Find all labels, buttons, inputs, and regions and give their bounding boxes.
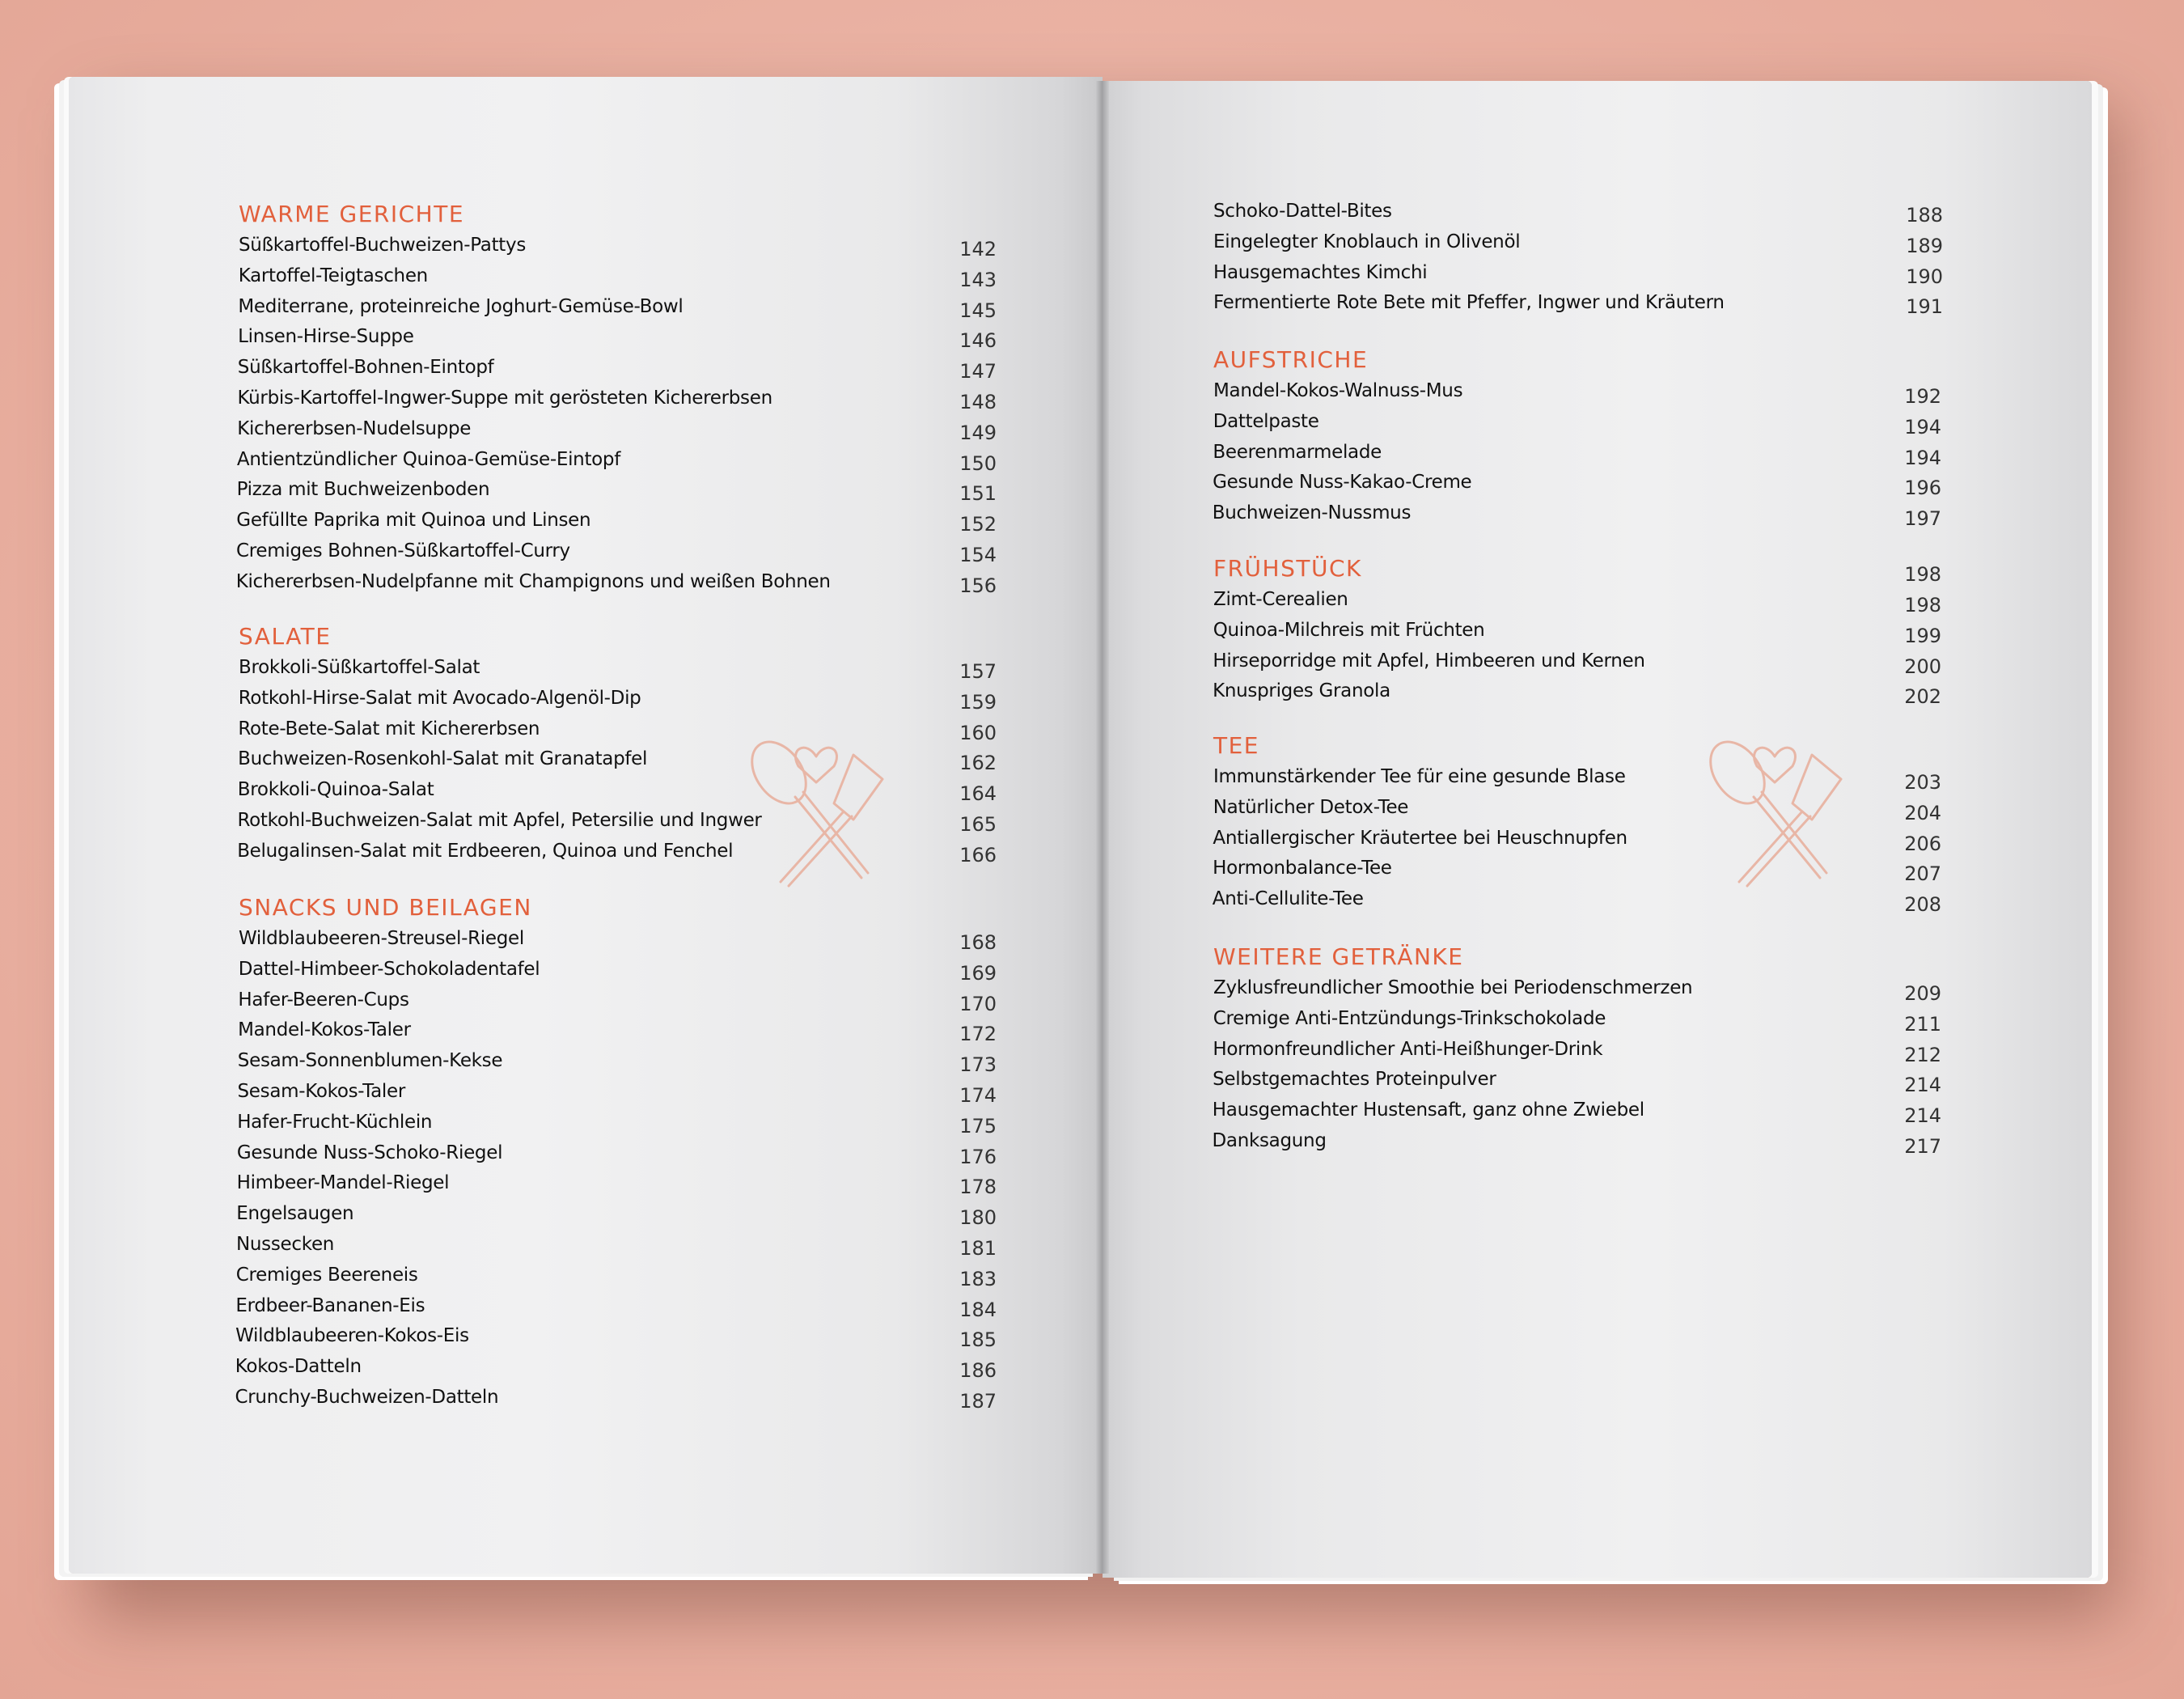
toc-entry-title: Mediterrane, proteinreiche Joghurt-Gemüse-Bowl — [238, 295, 684, 317]
toc-entry-title: Engelsaugen — [236, 1203, 354, 1225]
toc-entry-page: 181 — [959, 1237, 997, 1260]
toc-entry-page: 184 — [959, 1298, 997, 1321]
toc-entry-page: 160 — [959, 721, 997, 744]
toc-entry-page: 198 — [1904, 594, 1941, 616]
section-title-page: 198 — [1904, 563, 1941, 586]
toc-entry-title: Danksagung — [1212, 1130, 1327, 1151]
toc-entry-page: 169 — [959, 961, 997, 985]
toc-entry-page: 186 — [959, 1359, 997, 1383]
toc-entry-page: 176 — [959, 1145, 997, 1168]
toc-entry-title: Süßkartoffel-Bohnen-Eintopf — [237, 357, 494, 379]
toc-entry-page: 170 — [959, 992, 997, 1015]
toc-entry-page: 150 — [959, 451, 997, 475]
section-title: SALATE — [239, 623, 332, 650]
toc-entry-title: Linsen-Hirse-Suppe — [238, 326, 414, 348]
toc-entry-title: Kürbis-Kartoffel-Ingwer-Suppe mit gerösteten Kichererbsen — [237, 388, 772, 409]
toc-entry-title: Eingelegter Knoblauch in Olivenöl — [1213, 231, 1521, 252]
toc-entry-title: Hormonfreundlicher Anti-Heißhunger-Drink — [1213, 1038, 1603, 1060]
toc-entry-title: Kokos-Datteln — [235, 1356, 362, 1378]
toc-entry-title: Cremige Anti-Entzündungs-Trinkschokolade — [1213, 1007, 1606, 1029]
toc-entry-page: 151 — [959, 482, 997, 506]
toc-entry-title: Selbstgemachtes Proteinpulver — [1213, 1069, 1496, 1091]
section-title: AUFSTRICHE — [1213, 346, 1369, 373]
toc-entry-page: 148 — [959, 391, 997, 413]
toc-entry-title: Hausgemachtes Kimchi — [1213, 261, 1428, 283]
toc-entry-page: 154 — [959, 544, 997, 566]
toc-entry-title: Anti-Cellulite-Tee — [1212, 888, 1364, 910]
toc-entry-page: 180 — [959, 1206, 997, 1230]
toc-entry-page: 190 — [1906, 265, 1943, 288]
toc-entry-page: 162 — [959, 752, 997, 775]
toc-entry-page: 196 — [1904, 477, 1941, 500]
toc-entry-page: 173 — [959, 1053, 997, 1077]
toc-entry-title: Hormonbalance-Tee — [1213, 858, 1392, 879]
toc-entry-page: 192 — [1904, 385, 1941, 408]
section-title: SNACKS UND BEILAGEN — [239, 894, 532, 921]
section-title: TEE — [1213, 732, 1259, 759]
toc-entry-title: Hafer-Beeren-Cups — [238, 989, 409, 1011]
toc-entry-title: Kichererbsen-Nudelsuppe — [237, 417, 472, 439]
toc-entry-page: 194 — [1904, 415, 1941, 439]
toc-entry-title: Kichererbsen-Nudelpfanne mit Champignons und weißen Bohnen — [235, 570, 831, 592]
toc-entry-title: Rotkohl-Hirse-Salat mit Avocado-Algenöl-Dip — [238, 687, 641, 709]
toc-entry-title: Dattel-Himbeer-Schokoladentafel — [238, 958, 540, 980]
toc-entry-page: 211 — [1904, 1012, 1941, 1036]
toc-entry-page: 145 — [959, 299, 997, 322]
toc-entry-page: 206 — [1904, 832, 1941, 855]
toc-entry-page: 202 — [1904, 685, 1941, 709]
toc-entry-title: Knuspriges Granola — [1213, 680, 1390, 702]
toc-entry-title: Immunstärkender Tee für eine gesunde Blase — [1213, 766, 1626, 787]
spoon-spatula-heart-icon — [1691, 716, 1869, 894]
spoon-spatula-heart-icon — [732, 716, 910, 894]
toc-entry-title: Cremiges Beereneis — [235, 1264, 418, 1286]
toc-entry-page: 157 — [959, 660, 997, 683]
toc-entry-page: 194 — [1904, 446, 1941, 469]
toc-entry-page: 217 — [1904, 1135, 1941, 1158]
toc-entry-title: Gefüllte Paprika mit Quinoa und Linsen — [236, 510, 591, 532]
toc-entry-title: Buchweizen-Rosenkohl-Salat mit Granatapfel — [238, 748, 648, 770]
toc-entry-page: 178 — [959, 1176, 997, 1199]
toc-entry-page: 212 — [1904, 1043, 1941, 1066]
toc-entry-title: Gesunde Nuss-Kakao-Creme — [1213, 472, 1472, 494]
toc-entry-page: 199 — [1904, 624, 1941, 647]
section-title: WARME GERICHTE — [239, 201, 465, 227]
toc-entry-title: Belugalinsen-Salat mit Erdbeeren, Quinoa und Fenchel — [237, 840, 734, 862]
toc-entry-title: Rotkohl-Buchweizen-Salat mit Apfel, Petersilie und Ingwer — [237, 810, 762, 831]
toc-entry-page: 203 — [1904, 771, 1941, 794]
toc-entry-page: 142 — [959, 238, 997, 261]
toc-entry-page: 191 — [1906, 295, 1943, 319]
toc-entry-page: 152 — [959, 513, 997, 536]
toc-entry-title: Hausgemachter Hustensaft, ganz ohne Zwiebel — [1212, 1099, 1644, 1121]
toc-entry-title: Crunchy-Buchweizen-Datteln — [235, 1387, 499, 1408]
toc-entry-title: Himbeer-Mandel-Riegel — [236, 1172, 450, 1194]
toc-entry-page: 143 — [959, 268, 997, 291]
toc-entry-title: Wildblaubeeren-Kokos-Eis — [235, 1325, 469, 1347]
toc-entry-title: Antiallergischer Kräutertee bei Heuschnupfen — [1213, 827, 1627, 849]
toc-entry-page: 159 — [959, 690, 997, 714]
toc-entry-title: Erdbeer-Bananen-Eis — [235, 1294, 425, 1316]
toc-entry-title: Sesam-Sonnenblumen-Kekse — [237, 1050, 503, 1072]
toc-entry-title: Schoko-Dattel-Bites — [1213, 201, 1392, 222]
toc-entry-title: Fermentierte Rote Bete mit Pfeffer, Ingwer und Kräutern — [1213, 292, 1725, 314]
toc-entry-page: 172 — [959, 1023, 997, 1046]
toc-entry-title: Mandel-Kokos-Walnuss-Mus — [1213, 380, 1463, 401]
toc-entry-page: 214 — [1904, 1104, 1941, 1128]
toc-entry-title: Antientzündlicher Quinoa-Gemüse-Eintopf — [236, 448, 621, 470]
toc-entry-title: Beerenmarmelade — [1213, 441, 1382, 463]
toc-entry-title: Kartoffel-Teigtaschen — [238, 265, 428, 286]
toc-entry-title: Wildblaubeeren-Streusel-Riegel — [239, 928, 524, 949]
toc-entry-page: 187 — [959, 1390, 997, 1413]
book-gutter — [1096, 81, 1109, 1574]
toc-entry-title: Gesunde Nuss-Schoko-Riegel — [236, 1142, 503, 1163]
toc-entry-title: Cremiges Bohnen-Süßkartoffel-Curry — [236, 540, 570, 561]
toc-entry-page: 185 — [959, 1328, 997, 1352]
toc-entry-page: 188 — [1906, 204, 1943, 227]
toc-entry-title: Natürlicher Detox-Tee — [1213, 796, 1409, 818]
toc-entry-title: Mandel-Kokos-Taler — [238, 1019, 411, 1041]
toc-entry-page: 156 — [959, 574, 997, 597]
toc-entry-page: 208 — [1904, 893, 1941, 917]
toc-entry-page: 175 — [959, 1114, 997, 1138]
toc-entry-title: Dattelpaste — [1213, 410, 1319, 432]
toc-entry-page: 147 — [959, 360, 997, 383]
section-title: FRÜHSTÜCK — [1213, 555, 1362, 582]
toc-entry-title: Nussecken — [236, 1234, 335, 1255]
toc-entry-page: 149 — [959, 421, 997, 444]
toc-entry-page: 204 — [1904, 801, 1941, 824]
toc-entry-title: Pizza mit Buchweizenboden — [236, 479, 490, 501]
toc-entry-page: 164 — [959, 782, 997, 806]
toc-entry-page: 165 — [959, 813, 997, 836]
toc-entry-page: 200 — [1904, 655, 1941, 678]
toc-entry-page: 174 — [959, 1084, 997, 1107]
toc-entry-title: Brokkoli-Quinoa-Salat — [237, 779, 434, 801]
toc-entry-page: 214 — [1904, 1074, 1941, 1097]
toc-entry-title: Zimt-Cerealien — [1213, 589, 1348, 610]
toc-entry-page: 189 — [1906, 234, 1943, 257]
toc-entry-title: Buchweizen-Nussmus — [1212, 502, 1412, 524]
toc-entry-title: Sesam-Kokos-Taler — [237, 1081, 406, 1102]
toc-entry-title: Rote-Bete-Salat mit Kichererbsen — [238, 718, 540, 739]
toc-entry-title: Süßkartoffel-Buchweizen-Pattys — [239, 235, 527, 256]
toc-entry-page: 207 — [1904, 862, 1941, 886]
toc-entry-page: 209 — [1904, 982, 1941, 1005]
toc-entry-page: 197 — [1904, 507, 1941, 531]
toc-entry-title: Brokkoli-Süßkartoffel-Salat — [239, 657, 480, 678]
section-title: WEITERE GETRÄNKE — [1213, 943, 1464, 970]
toc-entry-page: 168 — [959, 931, 997, 954]
toc-entry-page: 166 — [959, 843, 997, 866]
toc-entry-page: 146 — [959, 329, 997, 353]
toc-entry-title: Zyklusfreundlicher Smoothie bei Periodenschmerzen — [1213, 977, 1693, 998]
toc-entry-page: 183 — [959, 1267, 997, 1290]
toc-entry-title: Quinoa-Milchreis mit Früchten — [1213, 619, 1485, 641]
toc-entry-title: Hafer-Frucht-Küchlein — [237, 1111, 433, 1133]
toc-entry-title: Hirseporridge mit Apfel, Himbeeren und Kernen — [1213, 650, 1645, 672]
